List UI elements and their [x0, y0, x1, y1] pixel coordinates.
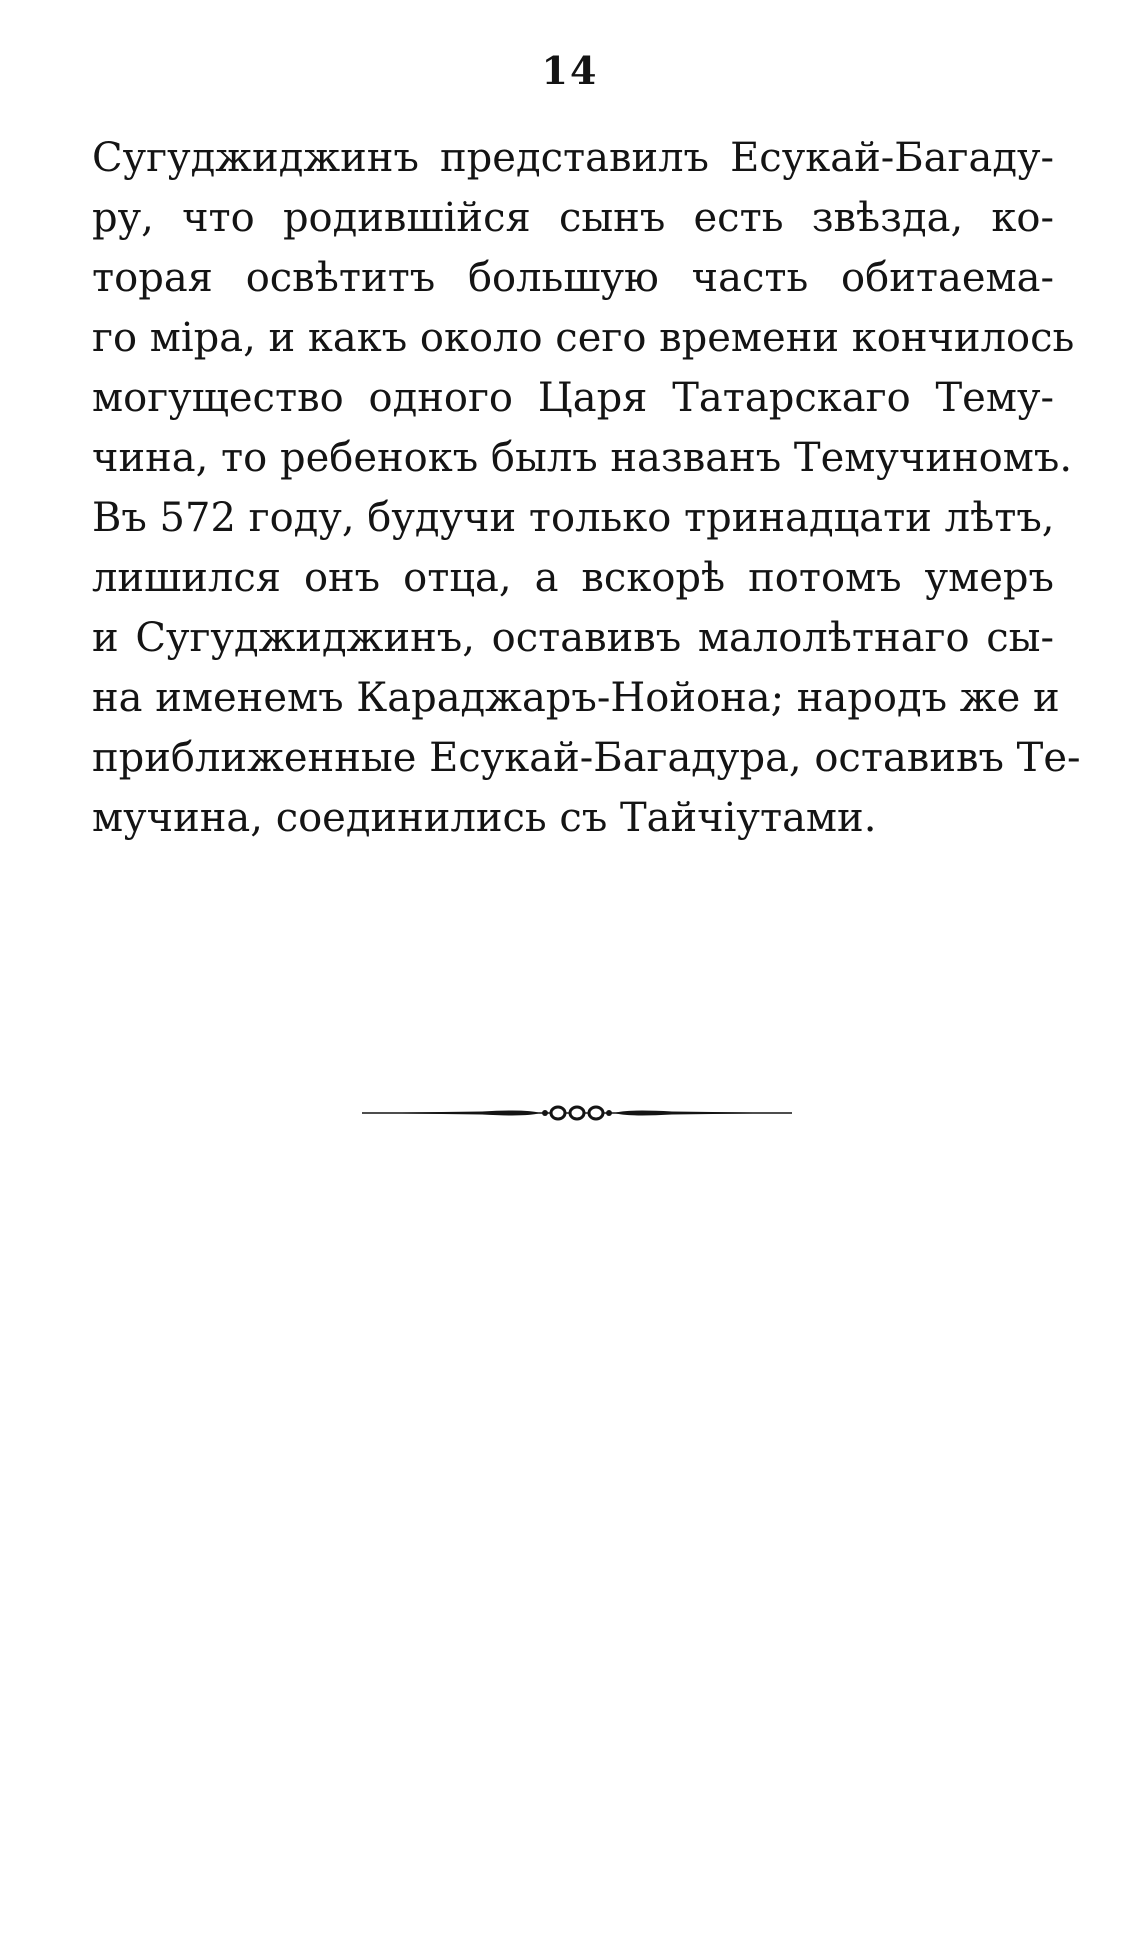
text-line: торая освѣтитъ большую часть обитаема- [92, 255, 1054, 301]
text-line: Сугуджиджинъ представилъ Есукай-Багаду- [92, 135, 1054, 181]
text-line: ру, что родившійся сынъ есть звѣзда, ко- [92, 195, 1054, 241]
text-line: могущество одного Царя Татарскаго Тему- [92, 375, 1054, 421]
text-line: лишился онъ отца, а вскорѣ потомъ умеръ [92, 555, 1054, 601]
text-line: го міра, и какъ около сего времени кончилось [92, 315, 1075, 361]
page-number: 14 [541, 48, 599, 93]
text-line: приближенные Есукай-Багадура, оставивъ Те- [92, 735, 1081, 781]
text-line: на именемъ Караджаръ-Нойона; народъ же и [92, 675, 1060, 721]
text-line: мучина, соединились съ Тайчіутами. [92, 795, 877, 841]
text-line: чина, то ребенокъ былъ названъ Темучиномъ. [92, 435, 1073, 481]
decorative-divider-icon [362, 1098, 792, 1128]
text-line: и Сугуджиджинъ, оставивъ малолѣтнаго сы- [92, 615, 1054, 661]
body-text [92, 128, 1081, 848]
text-line: Въ 572 году, будучи только тринадцати лѣтъ, [92, 495, 1055, 541]
